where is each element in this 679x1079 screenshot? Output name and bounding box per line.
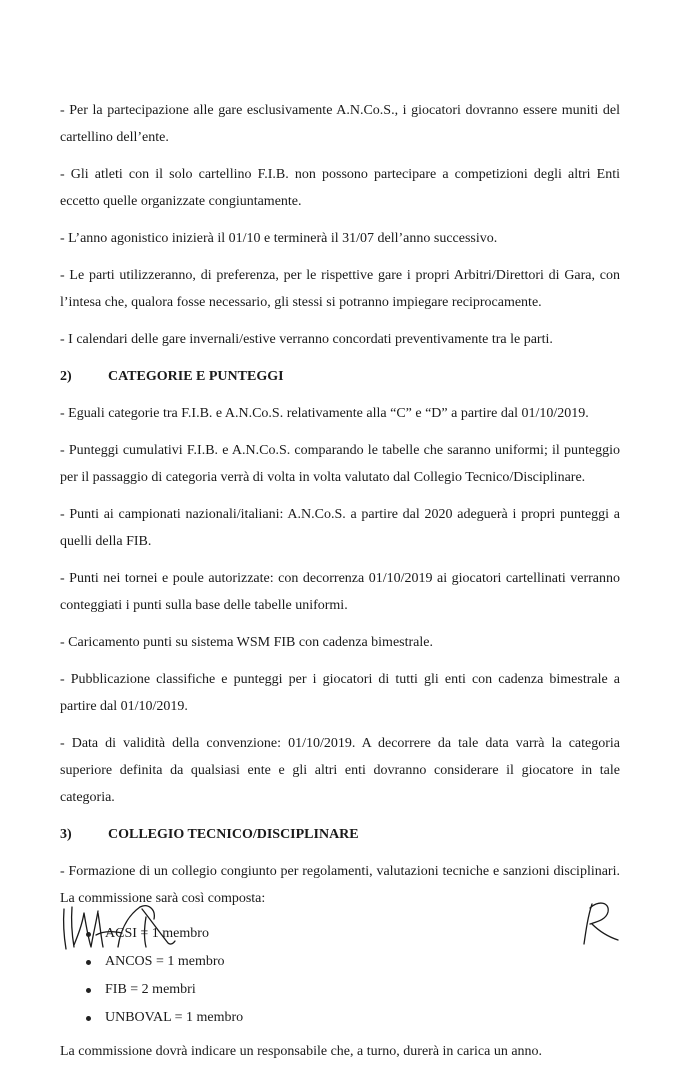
intro-paragraph-3: - L’anno agonistico inizierà il 01/10 e terminerà il 31/07 dell’anno successivo. (60, 231, 498, 246)
section-3-closing: La commissione dovrà indicare un responsabile che, a turno, durerà in carica un anno. (60, 1044, 543, 1059)
member-label: ACSI = 1 membro (105, 926, 209, 941)
section-2-title: CATEGORIE E PUNTEGGI (108, 369, 284, 384)
intro-paragraph-1: - Per la partecipazione alle gare esclusivamente A.N.Co.S., i giocatori dovranno essere muniti del cartellino dell’ente. (60, 103, 620, 145)
intro-paragraph-5: - I calendari delle gare invernali/estive verranno concordati preventivamente tra le parti. (60, 332, 553, 347)
section-3-heading (60, 821, 620, 848)
section-2-paragraph-6: - Pubblicazione classifiche e punteggi per i giocatori di tutti gli enti con cadenza bimestrale a partire dal 01/10/2019. (60, 672, 620, 714)
section-2-paragraph-2: - Punteggi cumulativi F.I.B. e A.N.Co.S. comparando le tabelle che saranno uniformi; il punteggio per il passaggio di categoria verrà di volta in volta valutato dal Collegio Tecnico/Disciplinare. (60, 443, 620, 485)
section-2-paragraph-5: - Caricamento punti su sistema WSM FIB con cadenza bimestrale. (60, 635, 433, 650)
bullet-icon (86, 1016, 91, 1021)
section-3-number: 3) (60, 827, 72, 842)
section-3-title: COLLEGIO TECNICO/DISCIPLINARE (108, 827, 359, 842)
intro-paragraph-2: - Gli atleti con il solo cartellino F.I.B. non possono partecipare a competizioni degli altri Enti eccetto quelle organizzate congiuntamente. (60, 167, 620, 209)
right-initial-icon (578, 898, 622, 946)
member-label: UNBOVAL = 1 membro (105, 1010, 244, 1025)
section-2-number: 2) (60, 369, 72, 384)
left-signature-icon (58, 895, 208, 955)
section-2-paragraph-1: - Eguali categorie tra F.I.B. e A.N.Co.S. relativamente alla “C” e “D” a partire dal 01/10/2019. (60, 406, 589, 421)
section-2-heading (60, 363, 620, 390)
section-2-paragraph-4: - Punti nei tornei e poule autorizzate: con decorrenza 01/10/2019 ai giocatori cartellinati verranno conteggiati i punti sulla base delle tabelle uniformi. (60, 571, 620, 613)
section-2-paragraph-7: - Data di validità della convenzione: 01/10/2019. A decorrere da tale data varrà la categoria superiore definita da qualsiasi ente e gli altri enti dovranno considerare il giocatore in tale categoria. (60, 736, 620, 805)
list-item (86, 1004, 620, 1032)
intro-paragraph-4: - Le parti utilizzeranno, di preferenza, per le rispettive gare i propri Arbitri/Direttori di Gara, con l’intesa che, qualora fosse necessario, gli stessi si potranno impiegare reciprocamente. (60, 268, 620, 310)
member-label: FIB = 2 membri (105, 982, 196, 997)
bullet-icon (86, 988, 91, 993)
list-item (86, 976, 620, 1004)
bullet-icon (86, 960, 91, 965)
section-2-paragraph-3: - Punti ai campionati nazionali/italiani: A.N.Co.S. a partire dal 2020 adeguerà i propri punteggi a quelli della FIB. (60, 507, 620, 549)
section-3-intro: - Formazione di un collegio congiunto per regolamenti, valutazioni tecniche e sanzioni disciplinari. La commissione sarà così composta: (60, 864, 620, 906)
member-label: ANCOS = 1 membro (105, 954, 225, 969)
